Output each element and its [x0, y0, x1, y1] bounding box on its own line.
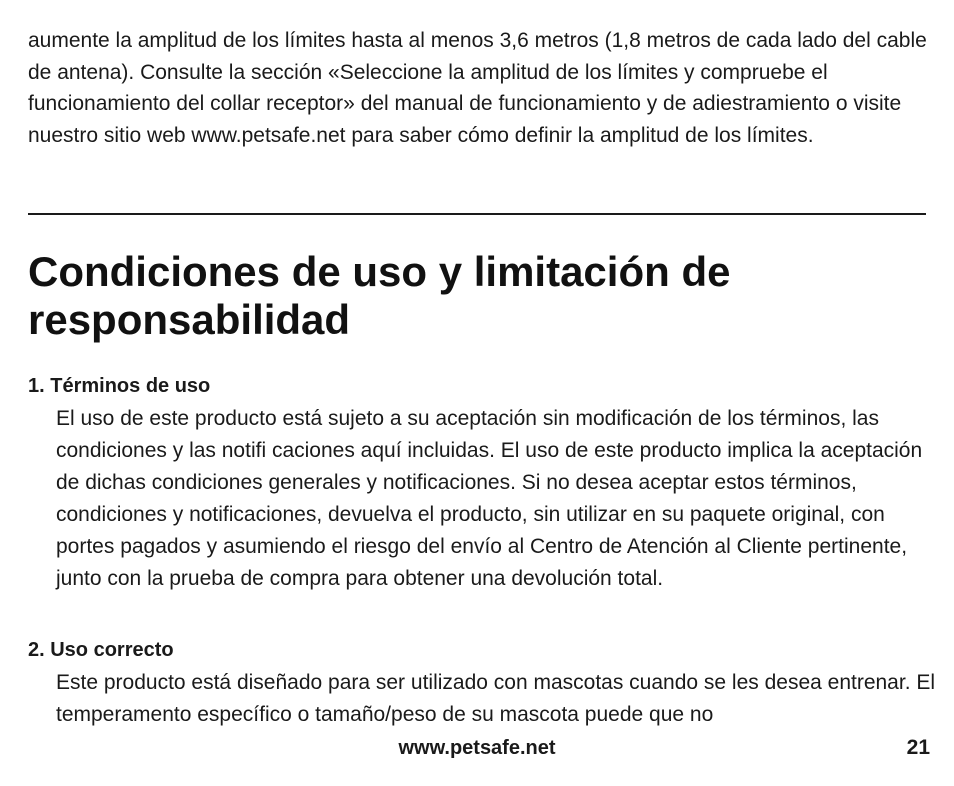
footer-url: www.petsafe.net: [398, 737, 556, 759]
intro-paragraph: aumente la amplitud de los límites hasta al menos 3,6 metros (1,8 metros de cada lado del cable de antena). Consulte la sección «Seleccione la amplitud de los límites y compruebe el funcionamiento del collar receptor» del manual de funcionamiento y de adiestramiento o visite nuestro sitio web www.petsafe.net para saber cómo definir la amplitud de los límites.: [28, 29, 927, 147]
section-heading-terms: 1. Términos de uso: [28, 375, 211, 397]
page-title: Condiciones de uso y limitación de responsabilidad: [28, 248, 731, 343]
section-body-terms: El uso de este producto está sujeto a su aceptación sin modificación de los términos, las condiciones y las notifi caciones aquí incluidas. El uso de este producto implica la aceptación de dichas condiciones generales y notificaciones. Si no desea aceptar estos términos, condiciones y notificaciones, devuelva el producto, sin utilizar en su paquete original, con portes pagados y asumiendo el riesgo del envío al Centro de Atención al Cliente pertinente, junto con la prueba de compra para obtener una devolución total.: [56, 407, 923, 590]
section-heading-correct-use: 2. Uso correcto: [28, 639, 174, 661]
section-body-correct-use: Este producto está diseñado para ser utilizado con mascotas cuando se les desea entrenar. El temperamento específico o tamaño/peso de su mascota puede que no: [56, 671, 936, 726]
page-number: 21: [906, 736, 930, 759]
section-divider: [28, 213, 926, 215]
